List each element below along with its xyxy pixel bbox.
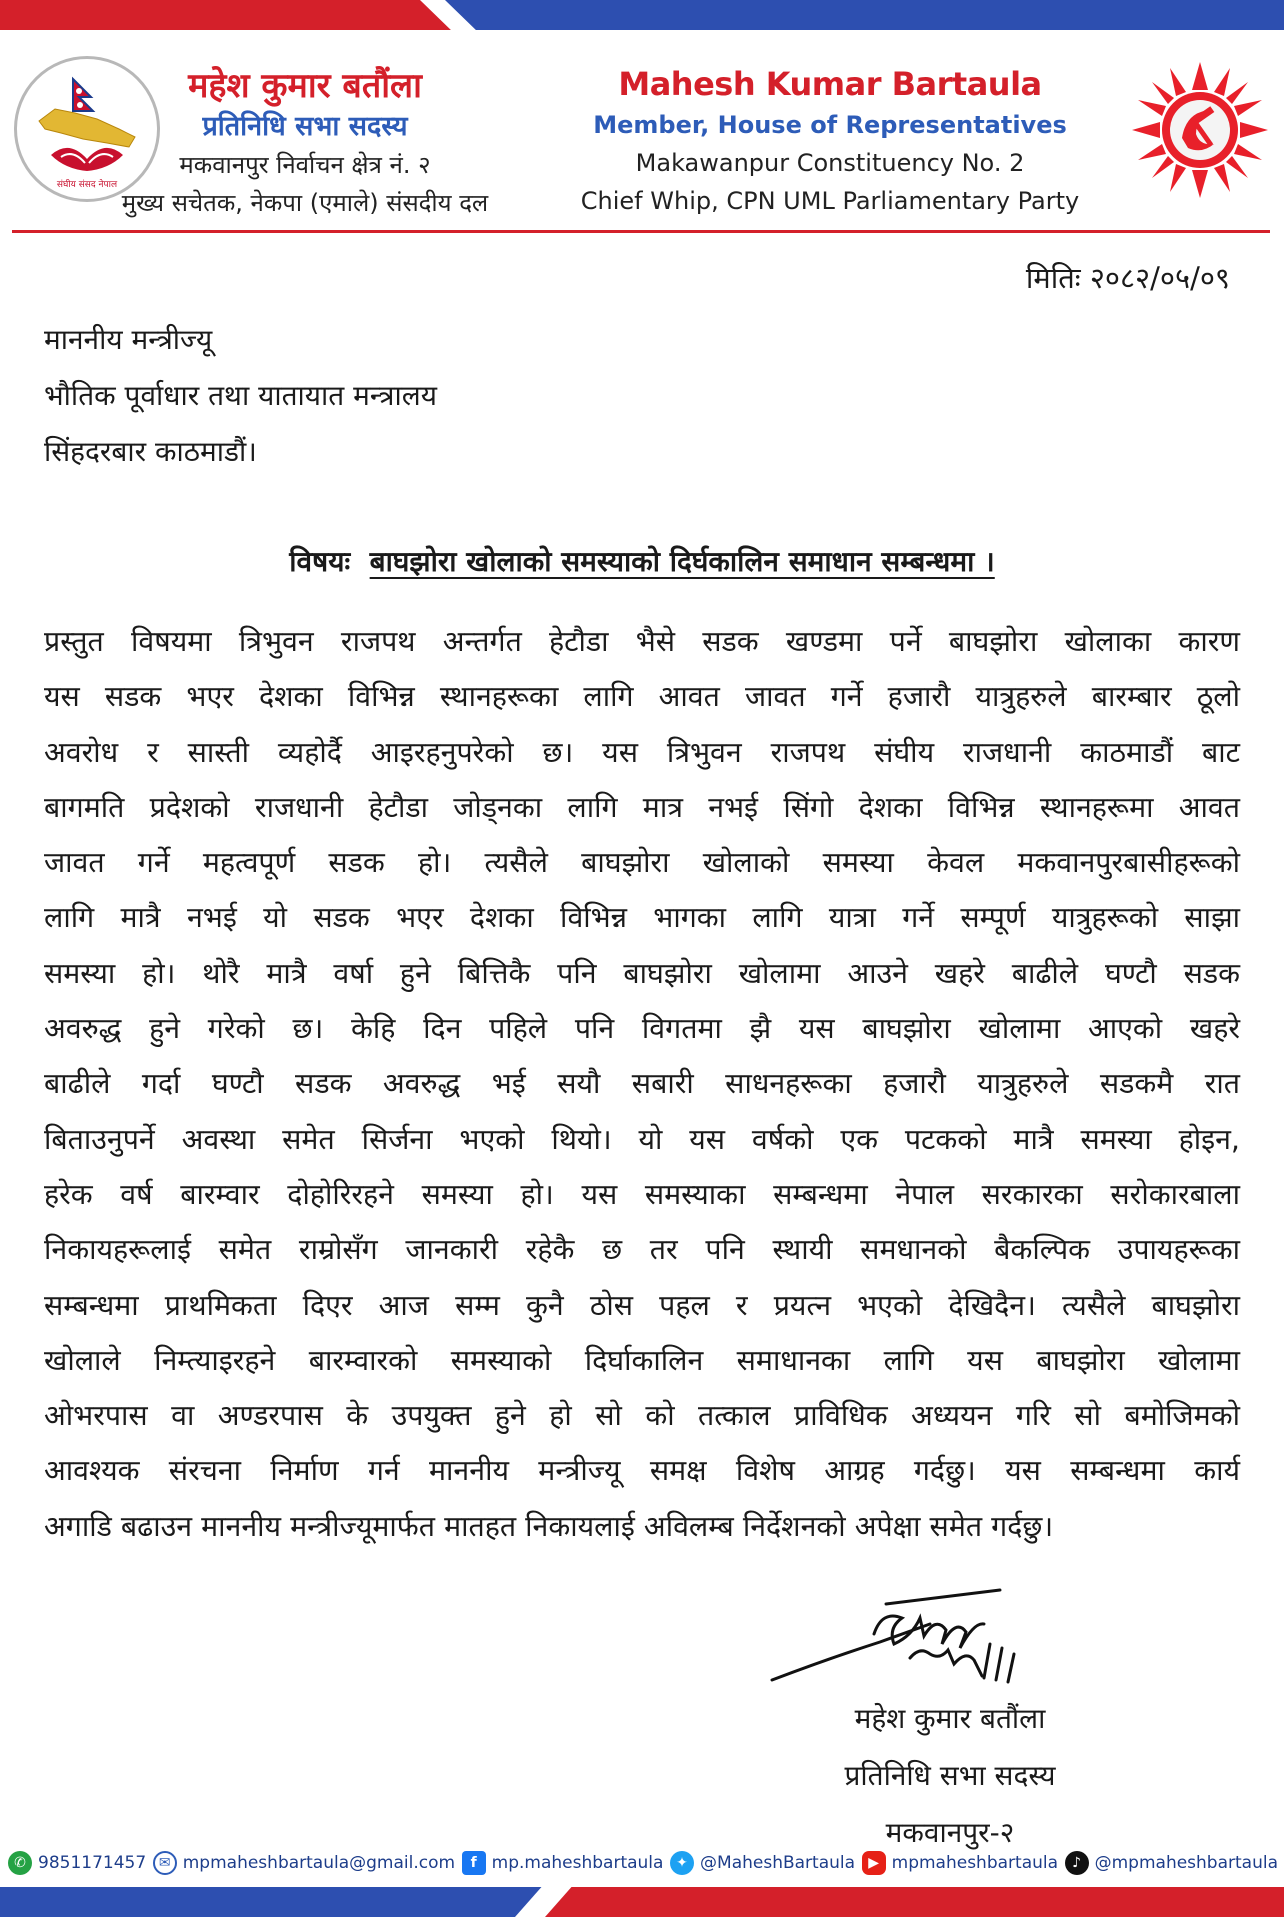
signatory-name: महेश कुमार बतौंला — [854, 1702, 1046, 1735]
youtube-icon: ▶ — [862, 1851, 886, 1875]
phone-number: 9851171457 — [38, 1853, 147, 1873]
body-line: यस सडक भएर देशका विभिन्न स्थानहरूका लागि आवत जावत गर्ने हजारौ यात्रुहरुले बारम्बार ठूलो — [44, 680, 1240, 714]
address-line: सिंहदरबार काठमाडौं। — [44, 435, 257, 468]
body-line: सम्बन्धमा प्राथमिकता दिएर आज सम्म कुनै ठोस पहल र प्रयत्न भएको देखिदैन। त्यसैले बाघझोरा — [44, 1288, 1240, 1322]
body-line: जावत गर्ने महत्वपूर्ण सडक हो। त्यसैले बाघझोरा खोलाको समस्या केवल मकवानपुरबासीहरूको — [44, 846, 1240, 880]
body-line: हरेक वर्ष बारम्वार दोहोरिरहने समस्या हो। यस समस्याका सम्बन्धमा नेपाल सरकारका सरोकारबाला — [44, 1177, 1240, 1211]
footer-facebook[interactable] — [462, 1851, 664, 1875]
body-line: बाढीले गर्दा घण्टौ सडक अवरुद्ध भई सयौ सबारी साधनहरूका हजारौ यात्रुहरुले सडकमै रात — [44, 1067, 1240, 1101]
tiktok-handle[interactable]: @mpmaheshbartaula — [1094, 1853, 1278, 1873]
constituency-english: Makawanpur Constituency No. 2 — [635, 149, 1025, 177]
signature-block — [790, 1690, 1110, 1861]
email-address[interactable]: mpmaheshbartaula@gmail.com — [182, 1853, 456, 1873]
footer-phone — [8, 1851, 146, 1875]
header-right — [560, 62, 1100, 220]
recipient-address — [44, 312, 437, 480]
title-english: Member, House of Representatives — [593, 111, 1067, 139]
footer-contacts — [8, 1846, 1278, 1880]
subject-label: विषयः — [289, 545, 351, 578]
facebook-handle[interactable]: mp.maheshbartaula — [491, 1853, 664, 1873]
bottom-decorative-bar — [0, 1883, 1284, 1917]
body-line: लागि मात्रै नभई यो सडक भएर देशका विभिन्न भागका लागि यात्रा गर्ने सम्पूर्ण यात्रुहरूको साझा — [44, 901, 1240, 935]
role-english: Chief Whip, CPN UML Parliamentary Party — [580, 187, 1080, 215]
letter-subject — [0, 542, 1284, 580]
address-line: भौतिक पूर्वाधार तथा यातायात मन्त्रालय — [44, 379, 437, 412]
body-line: ओभरपास वा अण्डरपास के उपयुक्त हुने हो सो को तत्काल प्राविधिक अध्ययन गरि सो बमोजिमको — [44, 1399, 1240, 1433]
hammer-sickle-sun-icon — [1130, 60, 1270, 200]
body-line: समस्या हो। थोरै मात्रै वर्षा हुने बित्तिकै पनि बाघझोरा खोलामा आउने खहरे बाढीले घण्टौ सडक — [44, 956, 1240, 990]
footer-email[interactable] — [153, 1851, 455, 1875]
constituency-nepali: मकवानपुर निर्वाचन क्षेत्र नं. २ — [179, 151, 431, 179]
tiktok-icon: ♪ — [1065, 1851, 1089, 1875]
youtube-handle[interactable]: mpmaheshbartaula — [891, 1853, 1059, 1873]
twitter-icon: ✦ — [670, 1851, 694, 1875]
header-divider — [12, 230, 1270, 233]
body-line: अवरुद्ध हुने गरेको छ। केहि दिन पहिले पनि विगतमा झै यस बाघझोरा खोलामा आएको खहरे — [44, 1012, 1240, 1046]
header-left — [100, 64, 510, 222]
email-icon: ✉ — [153, 1851, 177, 1875]
top-decorative-bar — [0, 0, 1284, 38]
letter-body — [44, 614, 1240, 1554]
emblem-caption: संघीय संसद नेपाल — [56, 180, 118, 190]
footer-tiktok[interactable] — [1065, 1851, 1278, 1875]
body-line: बागमति प्रदेशको राजधानी हेटौडा जोड्नका लागि मात्र नभई सिंगो देशका विभिन्न स्थानहरूमा आवत — [44, 790, 1240, 824]
body-line: बिताउनुपर्ने अवस्था समेत सिर्जना भएको थियो। यो यस वर्षको एक पटकको मात्रै समस्या होइन, — [44, 1122, 1240, 1156]
body-line: आवश्यक संरचना निर्माण गर्न माननीय मन्त्रीज्यू समक्ष विशेष आग्रह गर्दछु। यस सम्बन्धमा कार्य — [44, 1454, 1240, 1488]
handwritten-signature — [770, 1588, 1050, 1688]
body-line: निकायहरूलाई समेत राम्रोसँग जानकारी रहेकै छ तर पनि स्थायी समधानको बैकल्पिक उपायहरूका — [44, 1233, 1240, 1267]
body-line: अगाडि बढाउन माननीय मन्त्रीज्यूमार्फत मातहत निकायलाई अविलम्ब निर्देशनको अपेक्षा समेत गर्दछु। — [44, 1509, 1054, 1543]
signatory-title: प्रतिनिधि सभा सदस्य — [844, 1759, 1056, 1792]
title-nepali: प्रतिनिधि सभा सदस्य — [202, 111, 408, 142]
letter-date: मितिः २०८२/०५/०९ — [1025, 261, 1230, 295]
body-line: खोलाले निम्त्याइरहने बारम्वारको समस्याको दिर्घाकालिन समाधानका लागि यस बाघझोरा खोलामा — [44, 1343, 1240, 1377]
body-line: प्रस्तुत विषयमा त्रिभुवन राजपथ अन्तर्गत हेटौडा भैसे सडक खण्डमा पर्ने बाघझोरा खोलाका कारण — [44, 625, 1240, 658]
footer-twitter[interactable] — [670, 1851, 855, 1875]
address-line: माननीय मन्त्रीज्यू — [44, 323, 213, 356]
subject-text: बाघझोरा खोलाको समस्याको दिर्घकालिन समाधान सम्बन्धमा । — [369, 545, 995, 578]
facebook-icon: f — [462, 1851, 486, 1875]
body-line: अवरोध र सास्ती व्यहोर्दै आइरहनुपरेको छ। यस त्रिभुवन राजपथ संघीय राजधानी काठमाडौं बाट — [44, 735, 1240, 769]
name-english: Mahesh Kumar Bartaula — [618, 65, 1042, 103]
signatory-place: मकवानपुर-२ — [885, 1816, 1015, 1849]
twitter-handle[interactable]: @MaheshBartaula — [700, 1853, 856, 1873]
role-nepali: मुख्य सचेतक, नेकपा (एमाले) संसदीय दल — [121, 189, 489, 217]
whatsapp-icon: ✆ — [8, 1851, 32, 1875]
footer-youtube[interactable] — [862, 1851, 1058, 1875]
name-nepali: महेश कुमार बतौंला — [188, 66, 422, 106]
